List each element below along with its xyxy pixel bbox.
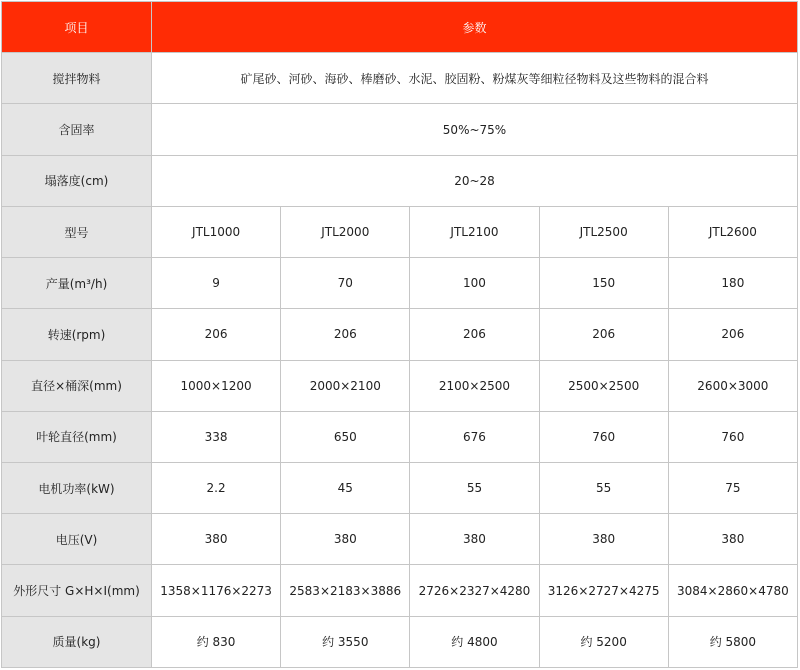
table-cell: 约 3550	[281, 616, 410, 667]
table-cell: 约 830	[152, 616, 281, 667]
header-param: 参数	[152, 2, 798, 53]
row-label: 产量(m³/h)	[2, 258, 152, 309]
table-cell: 380	[410, 514, 539, 565]
table-row	[2, 616, 798, 667]
table-cell: 约 4800	[410, 616, 539, 667]
table-cell: 9	[152, 258, 281, 309]
header-item: 项目	[2, 2, 152, 53]
row-slump	[2, 155, 798, 206]
row-label: 叶轮直径(mm)	[2, 411, 152, 462]
table-cell: 2600×3000	[668, 360, 797, 411]
table-cell: 650	[281, 411, 410, 462]
table-cell: 150	[539, 258, 668, 309]
row-mixing-material	[2, 53, 798, 104]
row-label: 搅拌物料	[2, 53, 152, 104]
row-label: 含固率	[2, 104, 152, 155]
table-row	[2, 463, 798, 514]
table-cell: 676	[410, 411, 539, 462]
table-cell: 206	[668, 309, 797, 360]
table-cell: 380	[281, 514, 410, 565]
table-row	[2, 258, 798, 309]
table-cell: 3084×2860×4780	[668, 565, 797, 616]
table-cell: JTL1000	[152, 206, 281, 257]
table-cell: 55	[539, 463, 668, 514]
table-cell: 2500×2500	[539, 360, 668, 411]
table-row	[2, 206, 798, 257]
table-cell: 206	[152, 309, 281, 360]
table-cell: 380	[668, 514, 797, 565]
row-label: 外形尺寸 G×H×I(mm)	[2, 565, 152, 616]
table-cell: 2100×2500	[410, 360, 539, 411]
row-label: 电机功率(kW)	[2, 463, 152, 514]
table-cell: 206	[410, 309, 539, 360]
row-label: 型号	[2, 206, 152, 257]
row-label: 转速(rpm)	[2, 309, 152, 360]
header-row	[2, 2, 798, 53]
table-row	[2, 565, 798, 616]
table-cell: JTL2000	[281, 206, 410, 257]
row-value: 50%~75%	[152, 104, 798, 155]
table-row	[2, 360, 798, 411]
table-cell: 70	[281, 258, 410, 309]
table-cell: 380	[539, 514, 668, 565]
table-cell: 760	[539, 411, 668, 462]
table-cell: 100	[410, 258, 539, 309]
table-cell: 206	[539, 309, 668, 360]
table-cell: 760	[668, 411, 797, 462]
table-cell: 380	[152, 514, 281, 565]
row-label: 质量(kg)	[2, 616, 152, 667]
row-value: 矿尾砂、河砂、海砂、棒磨砂、水泥、胶固粉、粉煤灰等细粒径物料及这些物料的混合料	[152, 53, 798, 104]
table-cell: 2583×2183×3886	[281, 565, 410, 616]
table-cell: 338	[152, 411, 281, 462]
row-label: 塌落度(cm)	[2, 155, 152, 206]
table-cell: 75	[668, 463, 797, 514]
row-value: 20~28	[152, 155, 798, 206]
table-cell: 约 5200	[539, 616, 668, 667]
table-cell: 55	[410, 463, 539, 514]
table-cell: 3126×2727×4275	[539, 565, 668, 616]
table-cell: JTL2600	[668, 206, 797, 257]
table-cell: 1000×1200	[152, 360, 281, 411]
table-cell: 180	[668, 258, 797, 309]
table-cell: 206	[281, 309, 410, 360]
row-label: 直径×桶深(mm)	[2, 360, 152, 411]
table-cell: 2.2	[152, 463, 281, 514]
spec-table	[1, 1, 798, 668]
table-cell: JTL2100	[410, 206, 539, 257]
table-cell: 45	[281, 463, 410, 514]
table-row	[2, 514, 798, 565]
row-solid-content	[2, 104, 798, 155]
table-cell: 1358×1176×2273	[152, 565, 281, 616]
table-row	[2, 309, 798, 360]
table-cell: 约 5800	[668, 616, 797, 667]
table-row	[2, 411, 798, 462]
row-label: 电压(V)	[2, 514, 152, 565]
table-cell: JTL2500	[539, 206, 668, 257]
table-cell: 2000×2100	[281, 360, 410, 411]
table-cell: 2726×2327×4280	[410, 565, 539, 616]
